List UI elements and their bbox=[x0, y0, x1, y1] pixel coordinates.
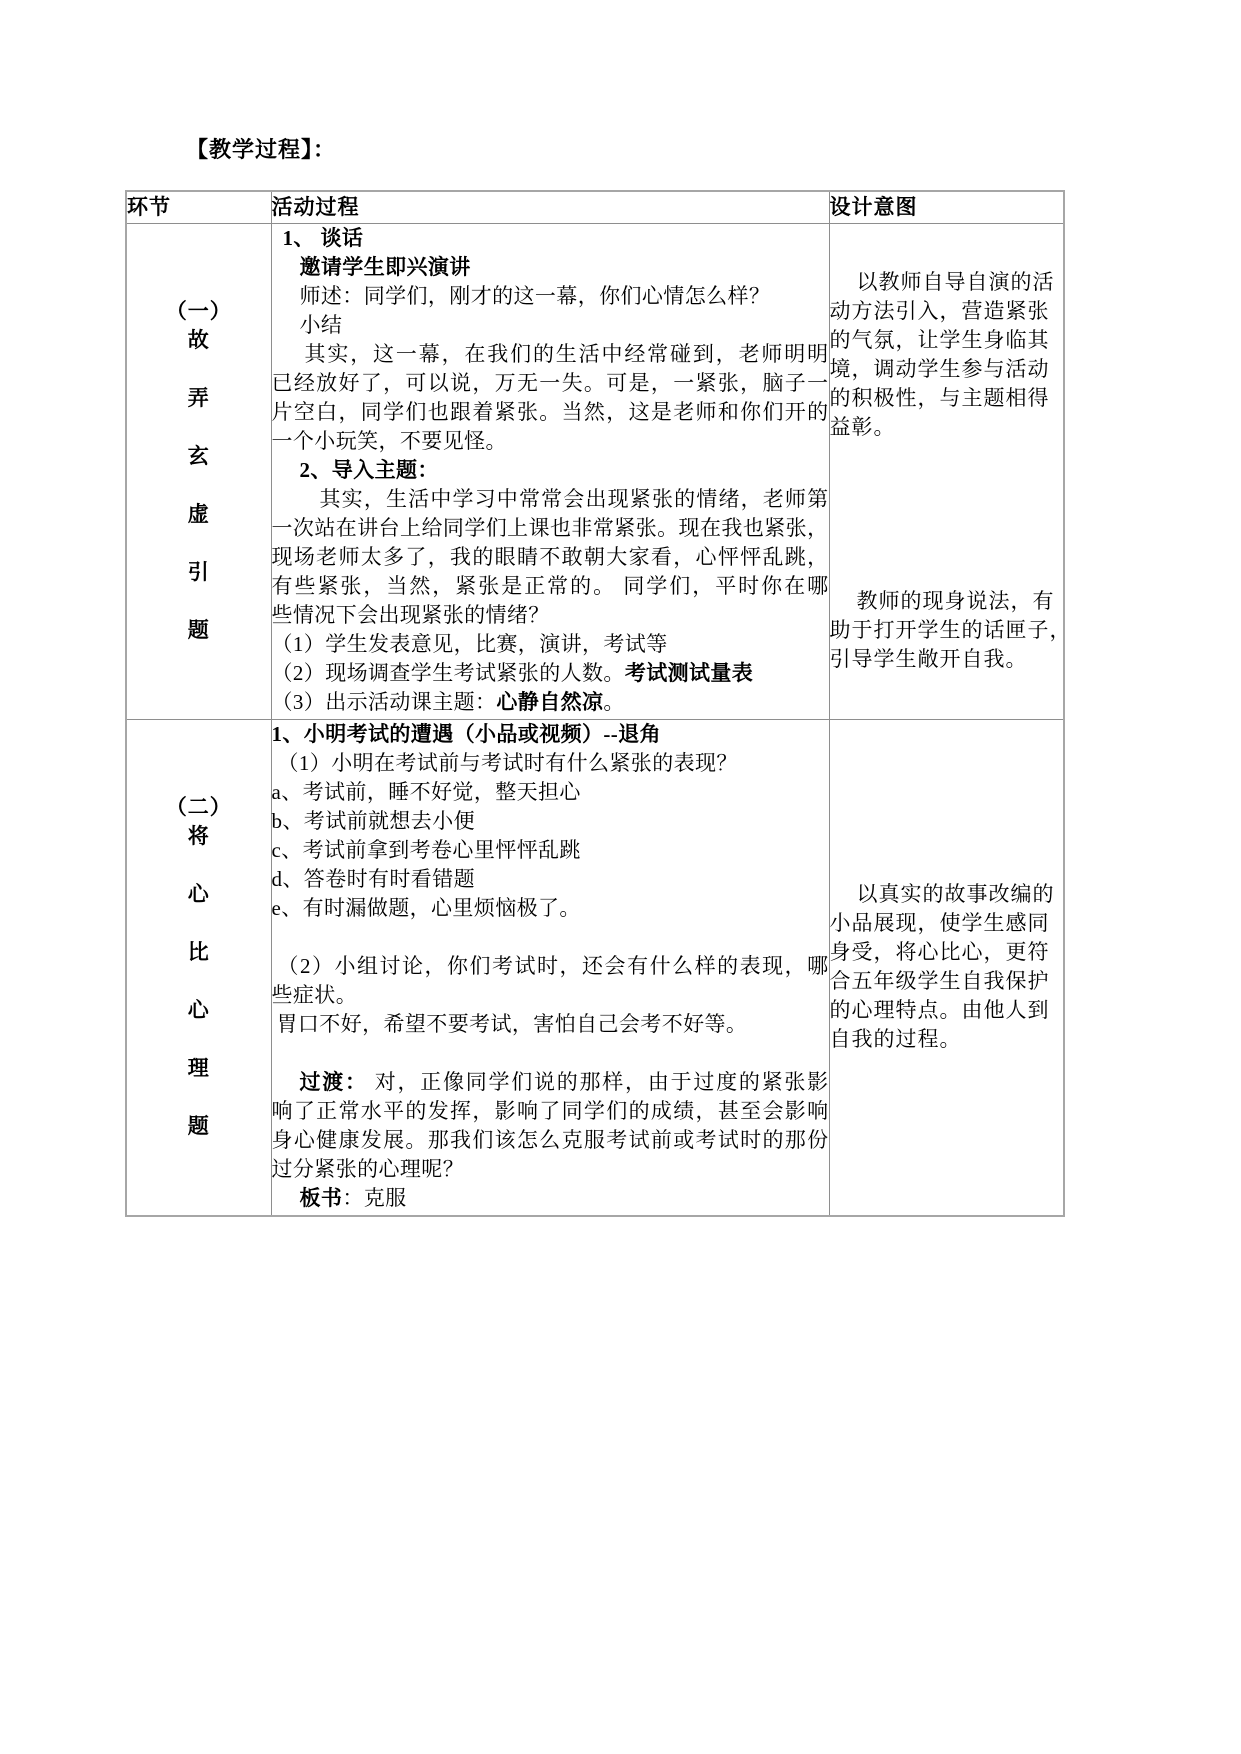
line-spacer bbox=[127, 851, 271, 880]
process-line-text: 。 bbox=[603, 689, 625, 714]
process-line: 其实，生活中学习中常常会出现紧张的情绪，老师第 bbox=[319, 486, 829, 511]
line-spacer bbox=[127, 1083, 271, 1112]
intent-line: 身受，将心比心，更符 bbox=[829, 940, 1050, 965]
line-spacer bbox=[127, 1025, 271, 1054]
stage-char: 引 bbox=[187, 560, 210, 584]
intent-line: 自我的过程。 bbox=[829, 1027, 962, 1052]
process-line: 有些紧张，当然，紧张是正常的。 同学们，平时你在哪 bbox=[271, 573, 829, 598]
process-line: e、有时漏做题，心里烦恼极了。 bbox=[271, 895, 581, 920]
line-spacer bbox=[830, 471, 1064, 500]
line-spacer bbox=[127, 909, 271, 938]
intent-line: 的积极性，与主题相得 bbox=[829, 386, 1050, 410]
intent-line: 教师的现身说法，有 bbox=[856, 589, 1055, 613]
process-line-emphasis: 过渡： bbox=[299, 1069, 368, 1094]
intent-line: 引导学生敞开自我。 bbox=[829, 647, 1028, 671]
process-line-emphasis: 考试测试量表 bbox=[624, 660, 754, 685]
table-row bbox=[126, 223, 1064, 719]
stage-cell bbox=[126, 223, 271, 719]
stage-char: 比 bbox=[187, 940, 210, 965]
process-line-heading: 邀请学生即兴演讲 bbox=[299, 254, 471, 279]
line-spacer bbox=[127, 413, 271, 442]
process-line: （1）小明在考试前与考试时有什么紧张的表现？ bbox=[277, 750, 738, 775]
process-line-text: 对，正像同学们说的那样，由于过度的紧张影 bbox=[367, 1069, 829, 1094]
process-line: b、考试前就想去小便 bbox=[271, 808, 475, 833]
process-line: c、考试前拿到考卷心里怦怦乱跳 bbox=[271, 837, 581, 862]
process-line-emphasis: 心静自然凉 bbox=[496, 689, 604, 714]
stage-char: 虚 bbox=[187, 502, 210, 526]
process-line bbox=[272, 659, 829, 688]
process-line: 响了正常水平的发挥，影响了同学们的成绩，甚至会影响 bbox=[271, 1098, 829, 1123]
stage-char: 心 bbox=[187, 882, 210, 907]
header-intent: 设计意图 bbox=[829, 191, 1064, 223]
process-line: （2）小组讨论，你们考试时，还会有什么样的表现，哪 bbox=[277, 953, 829, 978]
intent-line: 的气氛，让学生身临其 bbox=[829, 328, 1050, 352]
process-line: 一次站在讲台上给同学们上课也非常紧张。现在我也紧张， bbox=[271, 515, 829, 540]
process-line: 身心健康发展。那我们该怎么克服考试前或考试时的那份 bbox=[271, 1127, 829, 1152]
stage-char: 理 bbox=[187, 1056, 210, 1081]
table-row bbox=[126, 719, 1064, 1216]
line-spacer bbox=[272, 923, 829, 952]
process-line-heading: 1、 谈话 bbox=[282, 225, 364, 250]
process-line-heading: 2、导入主题： bbox=[299, 457, 439, 482]
line-spacer bbox=[127, 471, 271, 500]
process-line-text: （3）出示活动课主题： bbox=[271, 689, 497, 714]
process-line: a、考试前，睡不好觉，整天担心 bbox=[271, 779, 581, 804]
stage-char: 故 bbox=[187, 328, 210, 352]
stage-char: 题 bbox=[187, 618, 210, 642]
process-line bbox=[272, 1068, 829, 1097]
stage-char: 将 bbox=[187, 824, 210, 849]
intent-line: 的心理特点。由他人到 bbox=[829, 998, 1050, 1023]
line-spacer bbox=[830, 500, 1064, 529]
line-spacer bbox=[830, 442, 1064, 471]
process-line: 胃口不好，希望不要考试，害怕自己会考不好等。 bbox=[276, 1011, 748, 1036]
process-line: 小结 bbox=[299, 312, 343, 337]
process-line: 过分紧张的心理呢？ bbox=[271, 1156, 465, 1181]
process-line: 一个小玩笑，不要见怪。 bbox=[271, 428, 507, 453]
process-line: （1）学生发表意见，比赛，演讲，考试等 bbox=[271, 631, 668, 656]
intent-line: 以教师自导自演的活 bbox=[856, 270, 1055, 294]
process-line: 已经放好了，可以说，万无一失。可是，一紧张，脑子一 bbox=[271, 370, 829, 395]
process-line: 其实，这一幕，在我们的生活中经常碰到，老师明明 bbox=[304, 341, 829, 366]
stage-char: 心 bbox=[187, 998, 210, 1023]
process-line-heading: 1、小明考试的遭遇（小品或视频）--退角 bbox=[271, 721, 661, 746]
intent-cell bbox=[829, 223, 1072, 719]
intent-line: 益彰。 bbox=[829, 415, 896, 439]
process-line: 现场老师太多了，我的眼睛不敢朝大家看，心怦怦乱跳， bbox=[271, 544, 829, 569]
header-stage: 环节 bbox=[126, 191, 271, 223]
process-cell bbox=[271, 223, 829, 719]
intent-line: 动方法引入，营造紧张 bbox=[829, 299, 1050, 323]
intent-line: 境，调动学生参与活动 bbox=[829, 357, 1050, 381]
line-spacer bbox=[272, 1039, 829, 1068]
process-line: 片空白，同学们也跟着紧张。当然，这是老师和你们开的 bbox=[271, 399, 829, 424]
process-line bbox=[272, 688, 829, 717]
intent-cell bbox=[829, 719, 1064, 1216]
stage-cell bbox=[126, 719, 271, 1216]
process-line: 些症状。 bbox=[271, 982, 358, 1007]
process-line-emphasis: 板书 bbox=[299, 1185, 343, 1210]
process-line: 些情况下会出现紧张的情绪？ bbox=[271, 602, 550, 627]
line-spacer bbox=[127, 967, 271, 996]
process-line: d、答卷时有时看错题 bbox=[271, 866, 475, 891]
intent-line: 合五年级学生自我保护 bbox=[829, 969, 1050, 994]
line-spacer bbox=[127, 529, 271, 558]
intent-line: 小品展现，使学生感同 bbox=[829, 911, 1050, 936]
stage-number: （一） bbox=[165, 299, 232, 323]
stage-number: （二） bbox=[165, 795, 232, 820]
intent-line: 以真实的故事改编的 bbox=[856, 882, 1055, 907]
stage-char: 玄 bbox=[187, 444, 210, 468]
line-spacer bbox=[127, 355, 271, 384]
lesson-table bbox=[125, 190, 1072, 1217]
stage-char: 题 bbox=[187, 1114, 210, 1139]
header-process: 活动过程 bbox=[271, 191, 829, 223]
process-line-text: ：克服 bbox=[342, 1185, 407, 1210]
line-spacer bbox=[830, 529, 1064, 558]
process-line-text: （2）现场调查学生考试紧张的人数。 bbox=[271, 660, 625, 685]
table-header-row bbox=[126, 191, 1064, 223]
process-line bbox=[272, 1184, 829, 1213]
intent-line: 助于打开学生的话匣子， bbox=[829, 618, 1072, 642]
line-spacer bbox=[830, 558, 1064, 587]
line-spacer bbox=[127, 587, 271, 616]
stage-char: 弄 bbox=[187, 386, 210, 410]
section-heading: 【教学过程】： bbox=[186, 137, 337, 162]
process-line: 师述：同学们，刚才的这一幕，你们心情怎么样？ bbox=[299, 283, 771, 308]
process-cell bbox=[271, 719, 829, 1216]
